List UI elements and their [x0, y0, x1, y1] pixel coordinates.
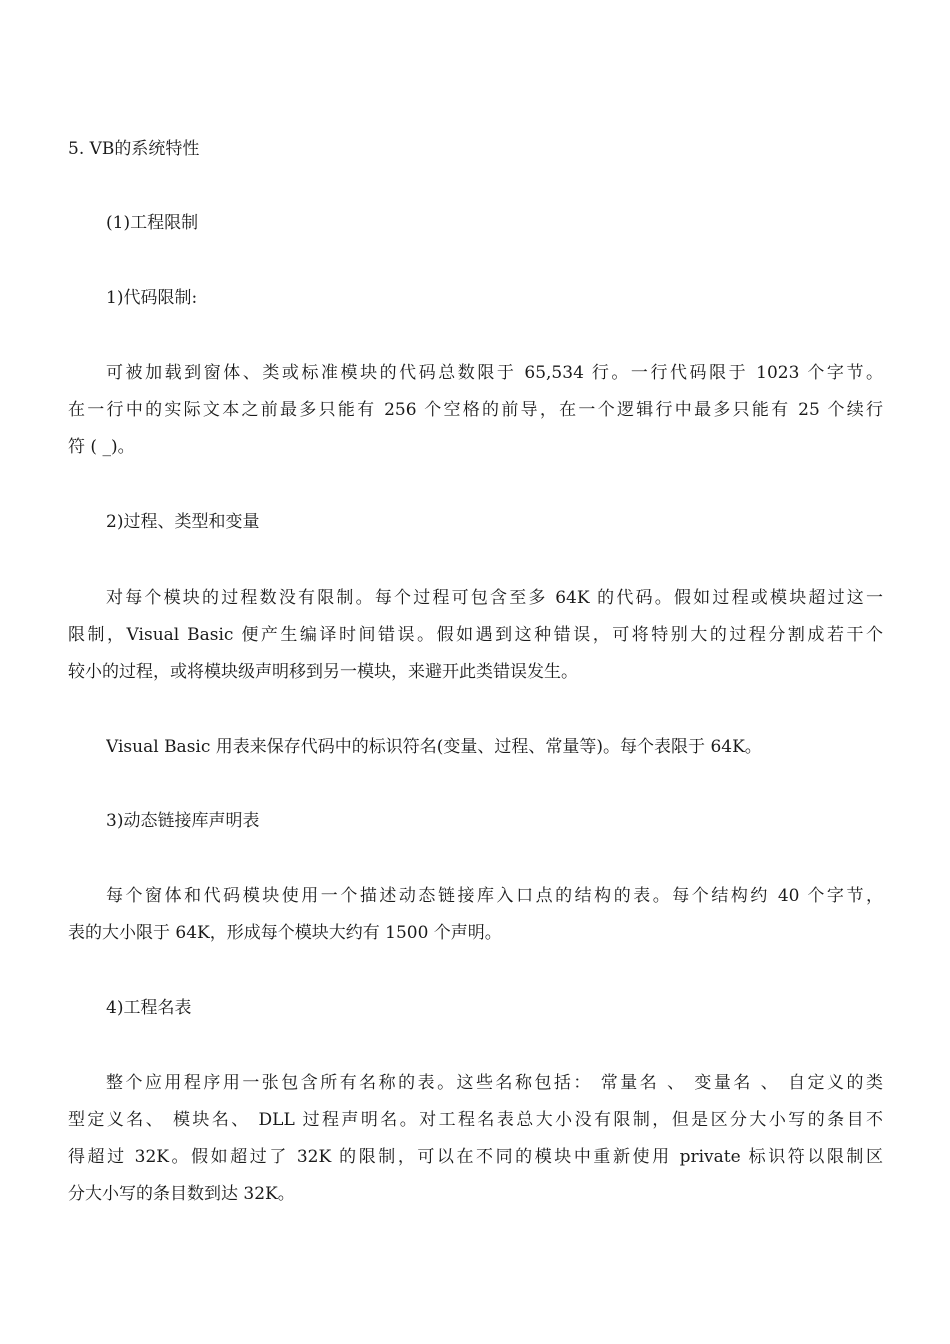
item-heading-code-limits: 1)代码限制:: [106, 288, 198, 308]
paragraph-line: 对每个模块的过程数没有限制。每个过程可包含至多 64K 的代码。假如过程或模块超过这一: [106, 588, 883, 608]
paragraph-line: 每个窗体和代码模块使用一个描述动态链接库入口点的结构的表。每个结构约 40 个字节，: [106, 886, 883, 906]
paragraph-line: 符 ( _)。: [68, 437, 135, 457]
item-heading-name-table: 4)工程名表: [106, 998, 192, 1018]
paragraph-line: 在一行中的实际文本之前最多只能有 256 个空格的前导，在一个逻辑行中最多只能有 25 个续行: [68, 400, 883, 420]
paragraph-line: 较小的过程，或将模块级声明移到另一模块，来避开此类错误发生。: [68, 662, 578, 682]
paragraph-line: 型定义名、 模块名、 DLL 过程声明名。对工程名表总大小没有限制，但是区分大小写的条目不: [68, 1110, 883, 1130]
paragraph-line: Visual Basic 用表来保存代码中的标识符名(变量、过程、常量等)。每个表限于 64K。: [106, 737, 762, 757]
paragraph-line: 表的大小限于 64K，形成每个模块大约有 1500 个声明。: [68, 923, 502, 943]
item-heading-procedures: 2)过程、类型和变量: [106, 512, 260, 532]
section-title: 5. VB的系统特性: [68, 139, 200, 159]
paragraph-line: 分大小写的条目数到达 32K。: [68, 1184, 295, 1204]
paragraph-line: 限制，Visual Basic 便产生编译时间错误。假如遇到这种错误，可将特别大的过程分割成若干个: [68, 625, 883, 645]
subsection-heading: (1)工程限制: [106, 213, 199, 233]
item-heading-dll-table: 3)动态链接库声明表: [106, 811, 260, 831]
paragraph-line: 得超过 32K。假如超过了 32K 的限制，可以在不同的模块中重新使用 private 标识符以限制区: [68, 1147, 883, 1167]
paragraph-line: 可被加载到窗体、类或标准模块的代码总数限于 65,534 行。一行代码限于 1023 个字节。: [106, 363, 883, 383]
paragraph-line: 整个应用程序用一张包含所有名称的表。这些名称包括： 常量名 、 变量名 、 自定义的类: [106, 1073, 883, 1093]
